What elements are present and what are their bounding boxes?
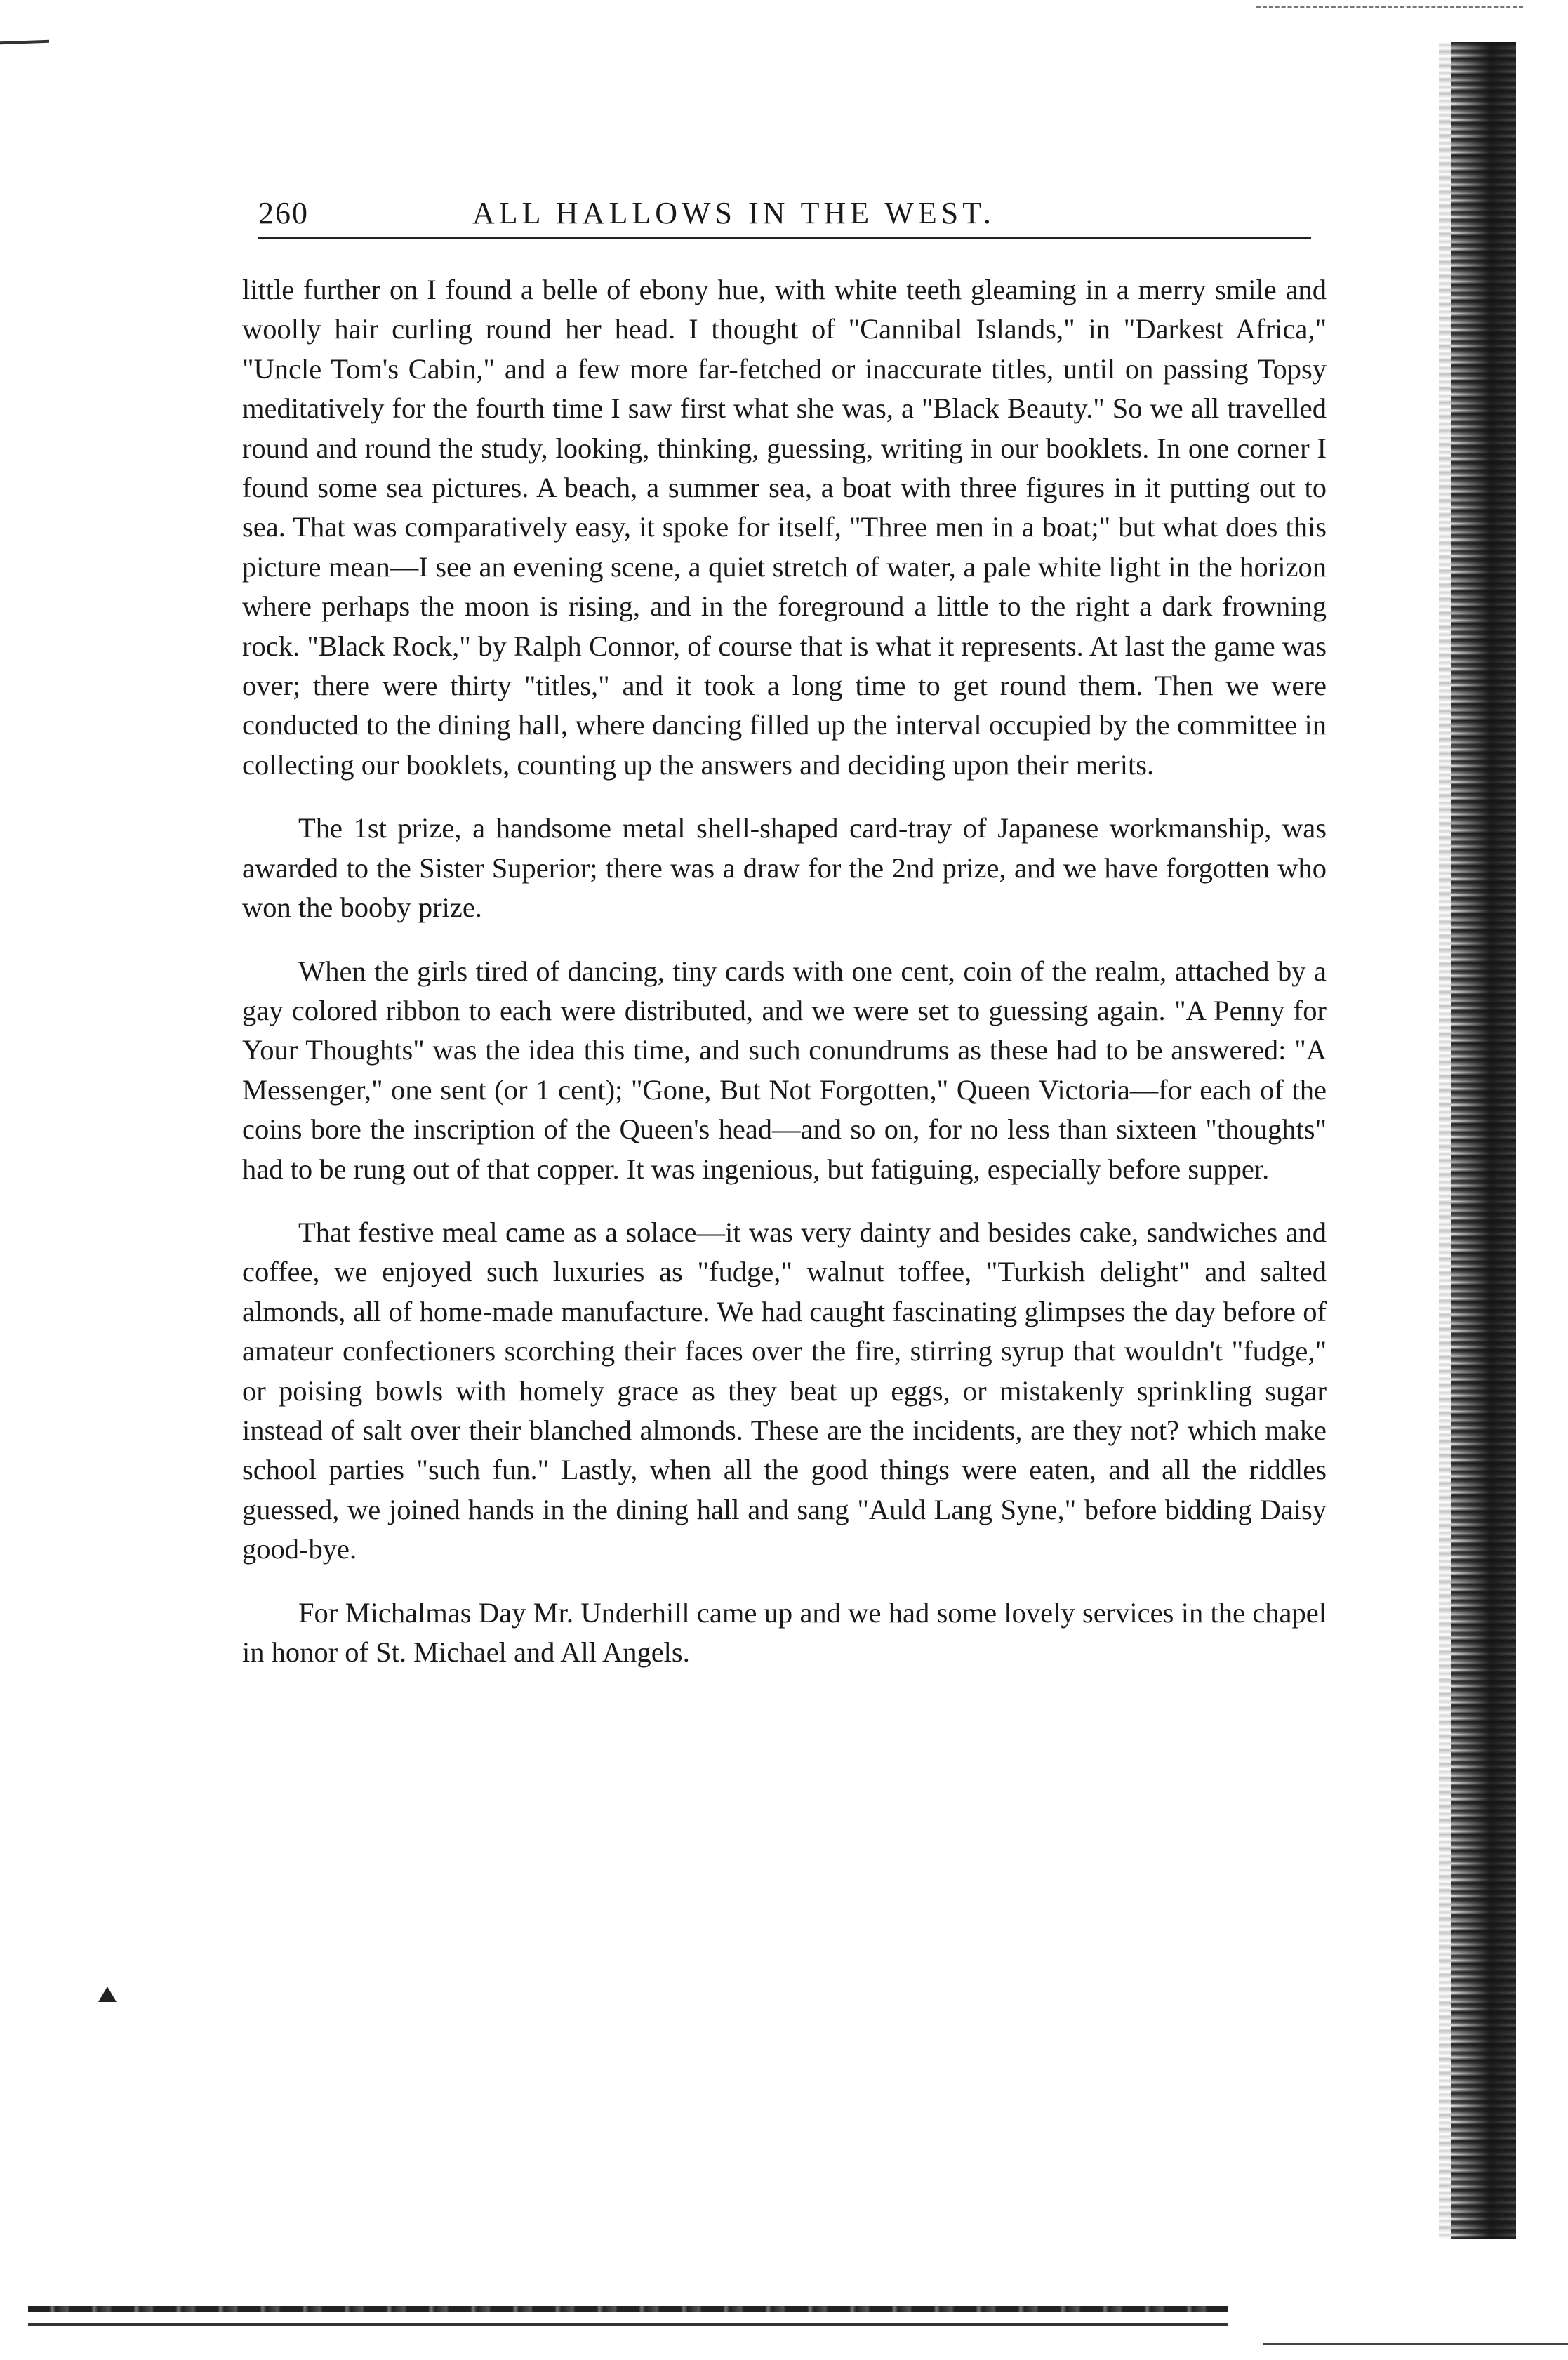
running-head: ALL HALLOWS IN THE WEST.: [472, 196, 995, 230]
paragraph-2: The 1st prize, a handsome metal shell-shaped card-tray of Japanese workmanship, was awarded to the Sister Superior; there was a draw for the 2nd prize, and we have forgotten who won the booby prize.: [242, 812, 1327, 924]
header-rule: [258, 237, 1311, 239]
bottom-edge-rule-thin: [28, 2323, 1228, 2326]
page-number: 260: [258, 196, 309, 230]
margin-mark-icon: [98, 1987, 117, 2002]
body-text: [242, 270, 1327, 1672]
paragraph-5: For Michalmas Day Mr. Underhill came up and we had some lovely services in the chapel in honor of St. Michael and All Angels.: [242, 1596, 1327, 1668]
paragraph-4: That festive meal came as a solace—it was very dainty and besides cake, sandwiches and coffee, we enjoyed such luxuries as "fudge," walnut toffee, "Turkish delight" and salted almonds, all of home-made manufacture. We had caught fascinating glimpses the day before of amateur confectioners scorching their faces over the fire, stirring syrup that wouldn't "fudge," or poising bowls with homely grace as they beat up eggs, or mistakenly sprinkling sugar instead of salt over their blanched almonds. These are the incidents, are they not? which make school parties "such fun." Lastly, when all the good things were eaten, and all the riddles guessed, we joined hands in the dining hall and sang "Auld Lang Syne," before bidding Daisy good-bye.: [242, 1216, 1327, 1565]
bottom-right-rule: [1263, 2343, 1568, 2345]
bottom-edge-rule: [28, 2306, 1228, 2312]
top-edge-rule: [1256, 6, 1523, 8]
paragraph-3: When the girls tired of dancing, tiny cards with one cent, coin of the realm, attached by a gay colored ribbon to each were distributed, and we were set to guessing again. "A Penny for Your Thoughts" was the idea this time, and such conundrums as these had to be answered: "A Messenger," one sent (or 1 cent); "Gone, But Not Forgotten," Queen Victoria—for each of the coins bore the inscription of the Queen's head—and so on, for no less than sixteen "thoughts" had to be rung out of that copper. It was ingenious, but fatiguing, especially before supper.: [242, 955, 1327, 1185]
page-header: [258, 190, 1311, 246]
corner-scan-mark: [0, 40, 49, 44]
paragraph-1: little further on I found a belle of ebony hue, with white teeth gleaming in a merry smile and woolly hair curling round her head. I thought of "Cannibal Islands," in "Darkest Africa," "Uncle Tom's Cabin," and a few more far-fetched or inaccurate titles, until on passing Topsy meditatively for the fourth time I saw first what she was, a "Black Beauty." So we all travelled round and round the study, looking, thinking, guessing, writing in our booklets. In one corner I found some sea pictures. A beach, a summer sea, a boat with three figures in it putting out to sea. That was comparatively easy, it spoke for itself, "Three men in a boat;" but what does this picture mean—I see an evening scene, a quiet stretch of water, a pale white light in the horizon where perhaps the moon is rising, and in the foreground a little to the right a dark frowning rock. "Black Rock," by Ralph Connor, of course that is what it represents. At last the game was over; there were thirty "titles," and it took a long time to get round them. Then we were conducted to the dining hall, where dancing filled up the interval occupied by the committee in collecting our booklets, counting up the answers and deciding upon their merits.: [242, 274, 1327, 781]
book-spine-binding: [1451, 42, 1516, 2239]
